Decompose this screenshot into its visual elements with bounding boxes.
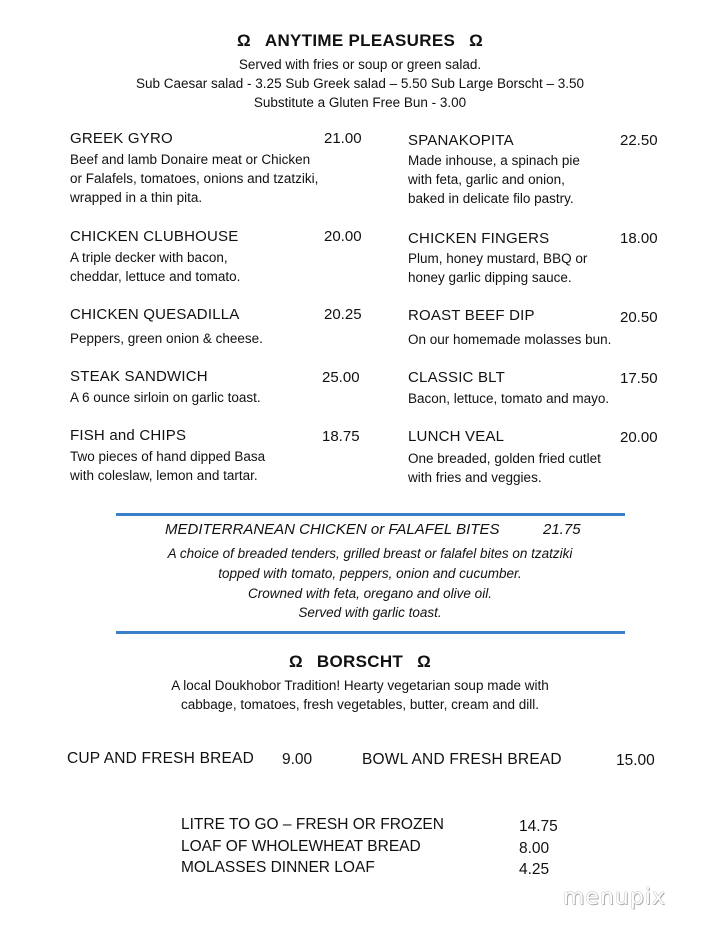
item-price: 22.50 [620,132,658,149]
item-desc: One breaded, golden fried cutlet with fries and veggies. [408,451,601,485]
item-desc: A 6 ounce sirloin on garlic toast. [70,390,261,405]
item-name: CLASSIC BLT [408,369,505,386]
item-desc: Two pieces of hand dipped Basa with coleslaw, lemon and tartar. [70,449,266,483]
anytime-subs: Sub Caesar salad - 3.25 Sub Greek salad – 5.50 Sub Large Borscht – 3.50 [135,76,585,91]
item-price: 20.00 [324,228,362,245]
omega-icon: Ω [288,652,303,671]
item-desc: Plum, honey mustard, BBQ or honey garlic dipping sauce. [408,251,588,285]
menupix-watermark: menupix [563,885,666,910]
extra-name: LOAF OF WHOLEWHEAT BREAD [181,838,421,855]
cup-name: CUP AND FRESH BREAD [67,750,254,767]
extra-name: LITRE TO GO – FRESH OR FROZEN [181,816,444,833]
special-desc: Served with garlic toast. [298,605,442,620]
borscht-desc: A local Doukhobor Tradition! Hearty vegetarian soup made with [171,678,549,693]
item-desc: Bacon, lettuce, tomato and mayo. [408,391,610,406]
item-desc: Made inhouse, a spinach pie with feta, garlic and onion, baked in delicate filo pastry. [408,153,580,206]
item-price: 20.00 [620,429,658,446]
omega-icon: Ω [236,31,251,50]
item-name: GREEK GYRO [70,130,173,147]
item-price: 17.50 [620,370,658,387]
extra-price: 4.25 [519,861,550,878]
item-price: 18.75 [322,428,360,445]
item-price: 18.00 [620,230,658,247]
item-desc: On our homemade molasses bun. [408,332,612,347]
item-name: CHICKEN CLUBHOUSE [70,228,239,245]
cup-price: 9.00 [282,751,313,768]
item-name: CHICKEN FINGERS [408,230,550,247]
anytime-note: Served with fries or soup or green salad. [238,57,482,72]
item-name: STEAK SANDWICH [70,368,208,385]
item-name: LUNCH VEAL [408,428,505,445]
item-name: ROAST BEEF DIP [408,307,535,324]
special-desc: Crowned with feta, oregano and olive oil. [248,586,492,601]
item-price: 20.25 [324,306,362,323]
item-price: 21.00 [324,130,362,147]
special-price: 21.75 [543,521,581,538]
extra-price: 14.75 [519,818,558,835]
bowl-name: BOWL AND FRESH BREAD [362,751,562,768]
borscht-title: BORSCHT [316,652,404,671]
item-desc: Peppers, green onion & cheese. [70,331,263,346]
extra-price: 8.00 [519,840,550,857]
special-desc: A choice of breaded tenders, grilled breast or falafel bites on tzatziki [167,546,573,561]
special-title: MEDITERRANEAN CHICKEN or FALAFEL BITES [165,521,500,538]
item-price: 20.50 [620,309,658,326]
anytime-heading [0,31,720,51]
borscht-heading [0,652,720,672]
anytime-title: ANYTIME PLEASURES [264,31,456,50]
omega-icon: Ω [469,31,484,50]
item-name: CHICKEN QUESADILLA [70,306,240,323]
item-name: FISH and CHIPS [70,427,187,444]
special-desc: topped with tomato, peppers, onion and cucumber. [218,566,522,581]
borscht-desc: cabbage, tomatoes, fresh vegetables, butter, cream and dill. [181,697,539,712]
anytime-gluten: Substitute a Gluten Free Bun - 3.00 [253,95,467,110]
divider-bottom [116,631,625,634]
bowl-price: 15.00 [616,752,655,769]
item-desc: A triple decker with bacon, cheddar, lettuce and tomato. [70,250,241,284]
divider-top [116,513,625,516]
item-price: 25.00 [322,369,360,386]
omega-icon: Ω [417,652,432,671]
item-name: SPANAKOPITA [408,132,514,149]
extra-name: MOLASSES DINNER LOAF [181,859,375,876]
item-desc: Beef and lamb Donaire meat or Chicken or Falafels, tomatoes, onions and tzatziki, wrapped in a thin pita. [70,152,319,205]
